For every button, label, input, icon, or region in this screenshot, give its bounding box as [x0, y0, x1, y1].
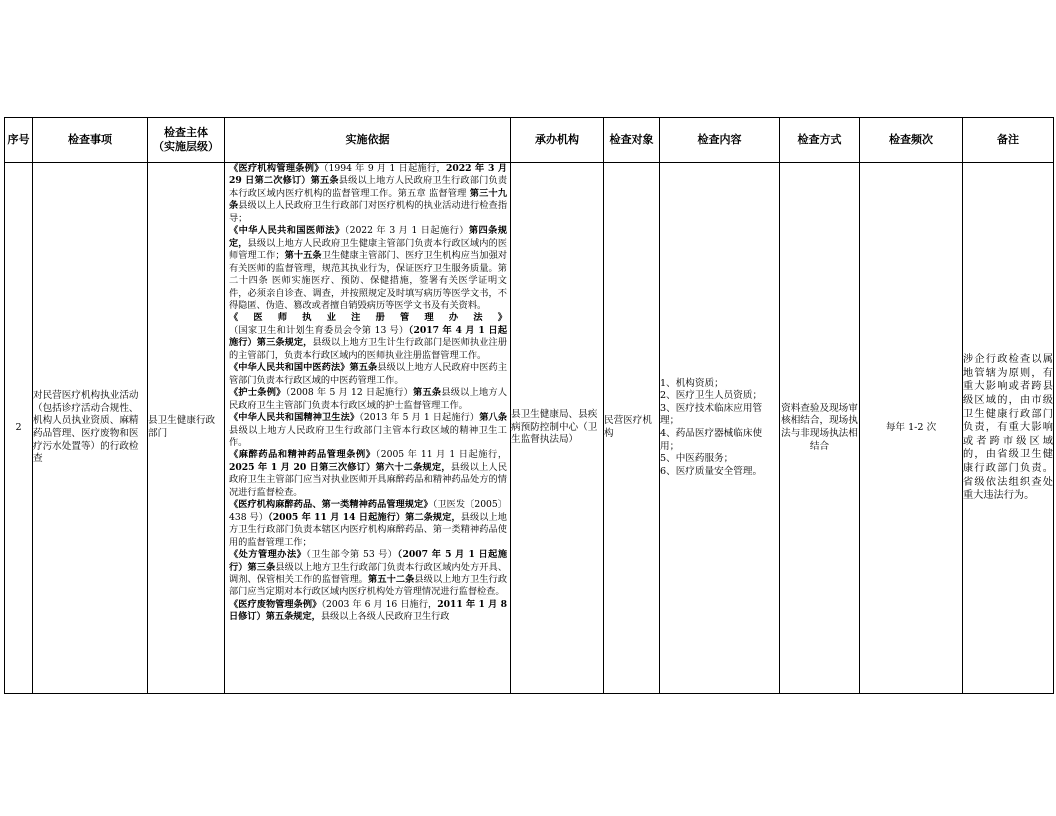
- basis-text-span: 县级以上地方人民政府卫生行政部门负责本行政区域内医疗机构的监督管理工作。第五章 监督管理: [229, 175, 508, 199]
- row-basis: [225, 163, 511, 694]
- basis-text: [225, 163, 510, 693]
- content-item: 1、机构资质；: [660, 377, 724, 389]
- basis-bold-text: 《医疗废物管理条例》: [229, 598, 322, 610]
- basis-text-span: 县级以上各级人民政府卫生行政: [320, 611, 450, 623]
- header-target: 检查对象: [604, 118, 660, 163]
- basis-text-span: 县级以上地方卫生行政部门负责本行政区域内处方开具、调剂、保管相关工作的监督管理。: [229, 561, 508, 585]
- basis-text-span: （2013 年 5 月 1 日起施行）: [359, 412, 480, 424]
- basis-bold-text: 2022 年 3 月 29 日第二次修订）第五条: [229, 163, 508, 187]
- content-item: 5、中医药服务；: [660, 453, 734, 465]
- header-item: 检查事项: [33, 118, 148, 163]
- basis-text-span: 县级以上地方人民政府卫生主管部门负责本行政区域的护士监督管理工作。: [229, 387, 508, 411]
- basis-paragraph: [229, 599, 507, 624]
- basis-bold-text: 《处方管理办法》: [229, 549, 307, 561]
- table-header-row: [5, 118, 1054, 163]
- row-target: 民营医疗机构: [604, 163, 660, 694]
- content-item: 3、医疗技术临床应用管理；: [660, 402, 763, 427]
- header-remarks: 备注: [963, 118, 1054, 163]
- row-item: 对民营医疗机构执业活动（包括诊疗活动合规性、机构人员执业资质、麻精药品管理、医疗废物和医疗污水处置等）的行政检查: [33, 163, 148, 694]
- basis-text-span: 县级以上地方卫生计生行政部门是医师执业注册的主管部门，负责本行政区域内的医师执业注册监督管理工作。: [229, 337, 508, 361]
- row-frequency: 每年 1-2 次: [860, 163, 963, 694]
- basis-paragraph: [229, 387, 507, 412]
- basis-text-span: （2003 年 6 月 16 日施行，: [321, 598, 438, 610]
- basis-text-span: 县级以上地方人民政府卫生健康主管部门负责本行政区域内的医师管理工作；: [229, 237, 508, 262]
- basis-text-span: 县级以上地方卫生行政部门应当定期对本行政区域内医疗机构处方管理情况进行监督检查。: [229, 573, 508, 598]
- basis-text-span: （2008 年 5 月 12 日起施行）: [285, 387, 414, 399]
- basis-bold-text: 2025 年 1 月 20 日第三次修订）第六十二条规定，: [229, 461, 451, 473]
- basis-text-span: （1994 年 9 月 1 日起施行，: [323, 163, 446, 174]
- basis-paragraph: [229, 312, 507, 362]
- basis-paragraph: [229, 449, 507, 499]
- row-remarks: 涉企行政检查以属地管辖为原则，有重大影响或者跨县级区域的，由市级卫生健康行政部门负责，有重大影响或者跨市级区域的，由省级卫生健康行政部门负责。省级依法组织查处重大违法行为。: [963, 163, 1054, 694]
- basis-text-span: 县级以上地方卫生行政部门负责本辖区内医疗机构麻醉药品、第一类精神药品使用的监督管理工作；: [229, 511, 507, 548]
- basis-bold-text: 《中华人民共和国中医药法》: [229, 362, 350, 374]
- content-list: [660, 378, 779, 479]
- header-agency: 承办机构: [511, 118, 604, 163]
- basis-paragraph: [229, 412, 507, 449]
- basis-bold-text: 《麻醉药品和精神药品管理条例》: [229, 449, 376, 461]
- basis-bold-text: 第五十二条: [368, 573, 415, 585]
- content-item: 4、药品医疗器械临床使用；: [660, 428, 763, 452]
- basis-bold-text: （2005 年 11 月 14 日起施行）第二条规定，: [268, 511, 461, 523]
- basis-bold-text: 《医疗机构麻醉药品、第一类精神药品管理规定》: [229, 499, 433, 511]
- basis-bold-text: 第三十九条: [229, 187, 508, 212]
- row-method: 资料查验及现场审核相结合，现场执法与非现场执法相结合: [780, 163, 860, 694]
- header-subject: [148, 118, 225, 163]
- basis-bold-text: 《护士条例》: [229, 387, 286, 399]
- basis-bold-text: 《中华人民共和国医师法》: [229, 225, 345, 237]
- basis-text-span: （2005 年 11 月 1 日起施行，: [375, 449, 508, 461]
- basis-bold-text: 第四条规定，: [229, 225, 508, 249]
- basis-text-span: 县级以上人民政府卫生主管部门应当对执业医师开具麻醉药品和精神药品处方的情况进行监督检查。: [229, 461, 508, 498]
- basis-text-span: 县级以上地方人民政府中医药主管部门负责本行政区域的中医药管理工作。: [229, 362, 508, 386]
- content-item: 2、医疗卫生人员资质；: [660, 390, 763, 402]
- basis-bold-text: 第八条: [479, 412, 508, 424]
- basis-bold-text: 《中华人民共和国精神卫生法》: [229, 412, 360, 424]
- row-content: [660, 163, 780, 694]
- basis-paragraph: [229, 163, 507, 225]
- basis-text-span: （卫医发〔2005〕438 号）: [229, 499, 507, 523]
- basis-bold-text: 第五条: [413, 387, 442, 399]
- basis-bold-text: 第十五条: [284, 250, 322, 262]
- basis-paragraph: [229, 549, 507, 599]
- basis-bold-text: （2007 年 5 月 1 日起施行）第三条: [229, 549, 508, 573]
- row-subject: 县卫生健康行政部门: [148, 163, 225, 694]
- inspection-table: [4, 117, 1054, 694]
- header-frequency: 检查频次: [860, 118, 963, 163]
- row-agency: 县卫生健康局、县疾病预防控制中心（卫生监督执法局）: [511, 163, 604, 694]
- content-item: 6、医疗质量安全管理。: [660, 465, 763, 477]
- basis-paragraph: [229, 225, 507, 312]
- basis-text-span: （2022 年 3 月 1 日起施行）: [344, 225, 469, 237]
- header-content: 检查内容: [660, 118, 780, 163]
- table-row: [5, 163, 1054, 694]
- header-basis: 实施依据: [225, 118, 511, 163]
- basis-text-span: 卫生健康主管部门、医疗卫生机构应当加强对有关医师的监督管理，规范其执业行为，保证医疗卫生服务质量。第二十四条 医师实施医疗、预防、保健措施，签署有关医学证明文件，必须亲自诊查、调查，并按照规定及时填写病历等医学文书，不得隐匿、伪造、篡改或者擅自销毁病历等医学文书及有关资料。: [229, 250, 508, 311]
- row-no: 2: [5, 163, 33, 694]
- header-method: 检查方式: [780, 118, 860, 163]
- header-subject-line2: （实施层级）: [153, 140, 219, 153]
- basis-bold-text: 第五条: [349, 362, 378, 374]
- basis-paragraph: [229, 362, 507, 387]
- basis-bold-text: 2011 年 1 月 8 日修订）第五条规定，: [229, 598, 508, 623]
- basis-text-span: （国家卫生和计划生育委员会令第 13 号）: [229, 324, 409, 336]
- header-subject-line1: 检查主体: [164, 126, 208, 139]
- header-no: 序号: [5, 118, 33, 163]
- basis-paragraph: [229, 499, 507, 549]
- basis-bold-text: （2017 年 4 月 1 日起施行）第三条规定，: [229, 324, 508, 349]
- basis-text-span: （卫生部令第 53 号）: [306, 549, 398, 561]
- basis-bold-text: 《医疗机构管理条例》: [229, 163, 324, 174]
- basis-bold-text: 《医师执业注册管理办法》: [229, 312, 507, 324]
- basis-text-span: 县级以上人民政府卫生行政部门对医疗机构的执业活动进行检查指导；: [229, 200, 508, 224]
- basis-text-span: 县级以上地方人民政府卫生行政部门主管本行政区域的精神卫生工作。: [229, 424, 507, 448]
